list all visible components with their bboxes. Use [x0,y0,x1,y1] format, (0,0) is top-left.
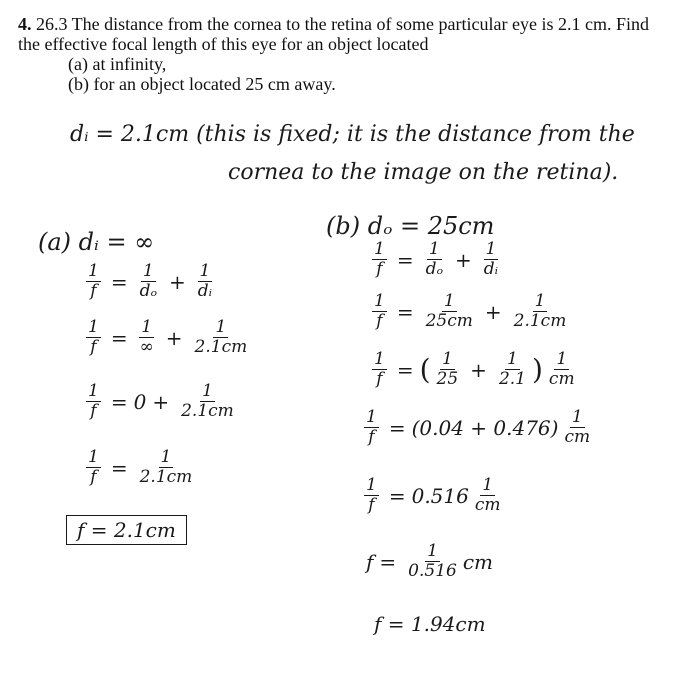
fraction: $\frac{1}{2.1cm}$ [181,381,234,421]
fraction: $\frac{1}{f}$ [88,261,99,301]
fraction: $\frac{1}{25cm}$ [425,291,473,331]
open-paren: ( [419,353,431,386]
part-a-eq-1: $\frac{1}{f}$ = $\frac{1}{\text{dₒ}}$ + $\frac{1}{\text{dᵢ}}$ [88,261,213,301]
fraction: $\frac{1}{f}$ [366,475,377,515]
part-a-answer-row [66,515,187,545]
part-a-eq-2: $\frac{1}{f}$ = $\frac{1}{\infty}$ + $\frac{1}{2.1cm}$ [88,317,248,357]
note-line-2: cornea to the image on the retina). [228,160,619,185]
part-b-label-row [326,212,500,240]
part-b-eq-6: f = $\frac{1}{0.516}$ cm [366,541,494,581]
part-b-eq-5: $\frac{1}{f}$ = 0.516 $\frac{1}{cm}$ [366,475,501,515]
part-b-eq-1: $\frac{1}{f}$ = $\frac{1}{\text{dₒ}}$ + $\frac{1}{\text{dᵢ}}$ [374,239,499,279]
fraction: $\frac{1}{\infty}$ [139,317,154,357]
problem-statement [18,14,663,94]
fraction: $\frac{1}{f}$ [374,349,385,389]
part-b-answer-row [374,612,486,636]
part-a-answer: f = 2.1cm [66,515,187,545]
part-a-label-row [38,228,160,256]
unit-term: cm [462,549,494,574]
note-line-1: dᵢ = 2.1cm (this is fixed; it is the distance from the [70,122,635,147]
fraction: $\frac{1}{f}$ [88,317,99,357]
f-symbol: f [366,549,374,574]
fraction: $\frac{1}{cm}$ [474,475,501,515]
close-paren: ) [531,353,543,386]
part-b-label: (b) dₒ = 25cm [326,212,495,240]
part-b-eq-4: $\frac{1}{f}$ = (0.04 + 0.476) $\frac{1}{cm}$ [366,407,591,447]
fraction: $\frac{1}{f}$ [366,407,377,447]
fraction: $\frac{1}{cm}$ [548,349,575,389]
part-a-eq-4: $\frac{1}{f}$ = $\frac{1}{2.1cm}$ [88,447,193,487]
fraction: $\frac{1}{f}$ [88,381,99,421]
fraction: $\frac{1}{\text{dₒ}}$ [139,261,158,301]
problem-number: 4. [18,14,32,34]
sum-term: (0.04 + 0.476) [411,415,559,440]
problem-part-b: (b) for an object located 25 cm away. [68,74,336,94]
fraction: $\frac{1}{cm}$ [564,407,591,447]
zero-term: 0 [133,389,147,414]
value-term: 0.516 [411,483,469,508]
fraction: $\frac{1}{\text{dᵢ}}$ [197,261,213,301]
part-a-label: (a) dᵢ = ∞ [38,228,155,256]
part-b-eq-3: $\frac{1}{f}$ = ( $\frac{1}{25}$ + $\frac{1}{2.1}$ ) $\frac{1}{cm}$ [374,349,575,389]
fraction: $\frac{1}{f}$ [374,291,385,331]
fraction: $\frac{1}{\text{dᵢ}}$ [483,239,499,279]
problem-part-a: (a) at infinity, [68,54,167,74]
fraction: $\frac{1}{2.1}$ [498,349,526,389]
part-a-eq-3: $\frac{1}{f}$ = 0 + $\frac{1}{2.1cm}$ [88,381,234,421]
problem-line [18,14,663,54]
fraction: $\frac{1}{f}$ [374,239,385,279]
part-b-eq-2: $\frac{1}{f}$ = $\frac{1}{25cm}$ + $\frac{1}{2.1cm}$ [374,291,567,331]
fraction: $\frac{1}{25}$ [436,349,459,389]
part-b-answer: f = 1.94cm [374,612,486,636]
fraction: $\frac{1}{2.1cm}$ [139,447,193,487]
fraction: $\frac{1}{0.516}$ [408,541,457,581]
fraction: $\frac{1}{2.1cm}$ [194,317,248,357]
fraction: $\frac{1}{f}$ [88,447,99,487]
fraction: $\frac{1}{2.1cm}$ [513,291,567,331]
fraction: $\frac{1}{\text{dₒ}}$ [425,239,444,279]
problem-text: 26.3 The distance from the cornea to the retina of some particular eye is 2.1 cm. Find the effective focal length of this eye for an object located [18,14,649,54]
